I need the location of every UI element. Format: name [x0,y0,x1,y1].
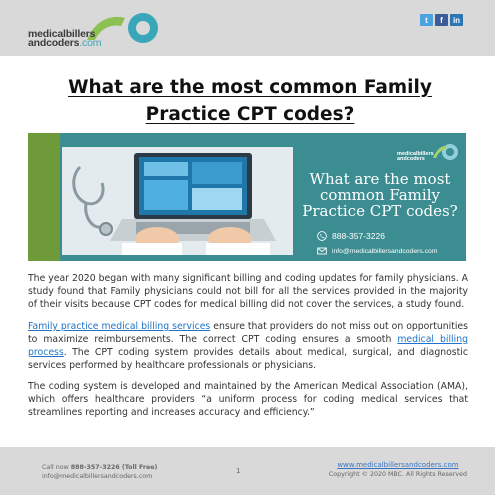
footer-website-link[interactable]: www.medicalbillersandcoders.com [337,461,459,469]
page-footer [0,447,495,495]
banner-logo-line1: medicalbillers [397,151,434,157]
site-logo[interactable] [28,8,208,50]
banner-heading: What are the most common Family Practice CPT codes? [302,170,458,220]
ama-paragraph: The coding system is developed and maintained by the American Medical Association (AMA), which offers healthcare providers “a uniform process for coding medical services that streamlines reporting and increases accuracy and efficiency.” [28,381,468,418]
page-title: What are the most common Family Practice CPT codes? [68,77,432,125]
logo-wordmark [28,30,101,48]
footer-phone[interactable]: 888-357-3226 [70,464,120,471]
hero-banner [28,133,466,261]
banner-email-text: info@medicalbillersandcoders.com [332,247,438,255]
banner-logo [397,142,459,164]
banner-photo [62,147,293,255]
banner-phone [317,231,385,241]
family-practice-billing-link[interactable]: Family practice medical billing services [28,321,211,332]
social-links [420,14,463,26]
page-header [0,0,495,56]
logo-suffix: .com [79,37,102,49]
phone-icon [317,231,327,241]
footer-call-label: Call now [42,464,69,471]
footer-site [329,461,467,479]
footer-toll-free: (Toll Free) [121,464,158,471]
mail-icon [317,246,327,256]
intro-paragraph: The year 2020 began with many significant billing and coding updates for family physicians. A study found that Family physicians could not bill for all the services provided in the majority of their visits because CPT codes for medical billing did not cover the services, a study found. [28,273,468,310]
services-paragraph [28,320,468,372]
footer-email[interactable]: info@medicalbillersandcoders.com [42,473,153,480]
banner-phone-text: 888-357-3226 [332,231,385,241]
facebook-icon[interactable]: f [435,14,448,26]
banner-email [317,246,438,256]
banner-logo-line2: andcoders [397,156,425,162]
medical-billing-process-link[interactable]: medical billing process [28,334,468,358]
footer-contact [42,463,157,481]
logo-line1: medicalbillers [28,28,96,40]
twitter-icon[interactable]: t [420,14,433,26]
footer-copyright: Copyright © 2020 MBC. All Rights Reserved [328,471,467,478]
services-text-1: ensure that providers do not miss out on opportunities to maximize reimbursements. The correct CPT coding ensures a smooth [28,321,468,345]
banner-accent-stripe [28,133,60,261]
services-text-2: . The CPT coding system provides details about medical, surgical, and diagnostic services performed by healthcare professionals or physicians. [28,347,468,371]
banner-logo-wordmark [397,152,434,162]
page-number: 1 [236,467,241,475]
laptop-illustration [62,147,293,255]
linkedin-icon[interactable]: in [450,14,463,26]
logo-line2: andcoders [28,37,80,49]
